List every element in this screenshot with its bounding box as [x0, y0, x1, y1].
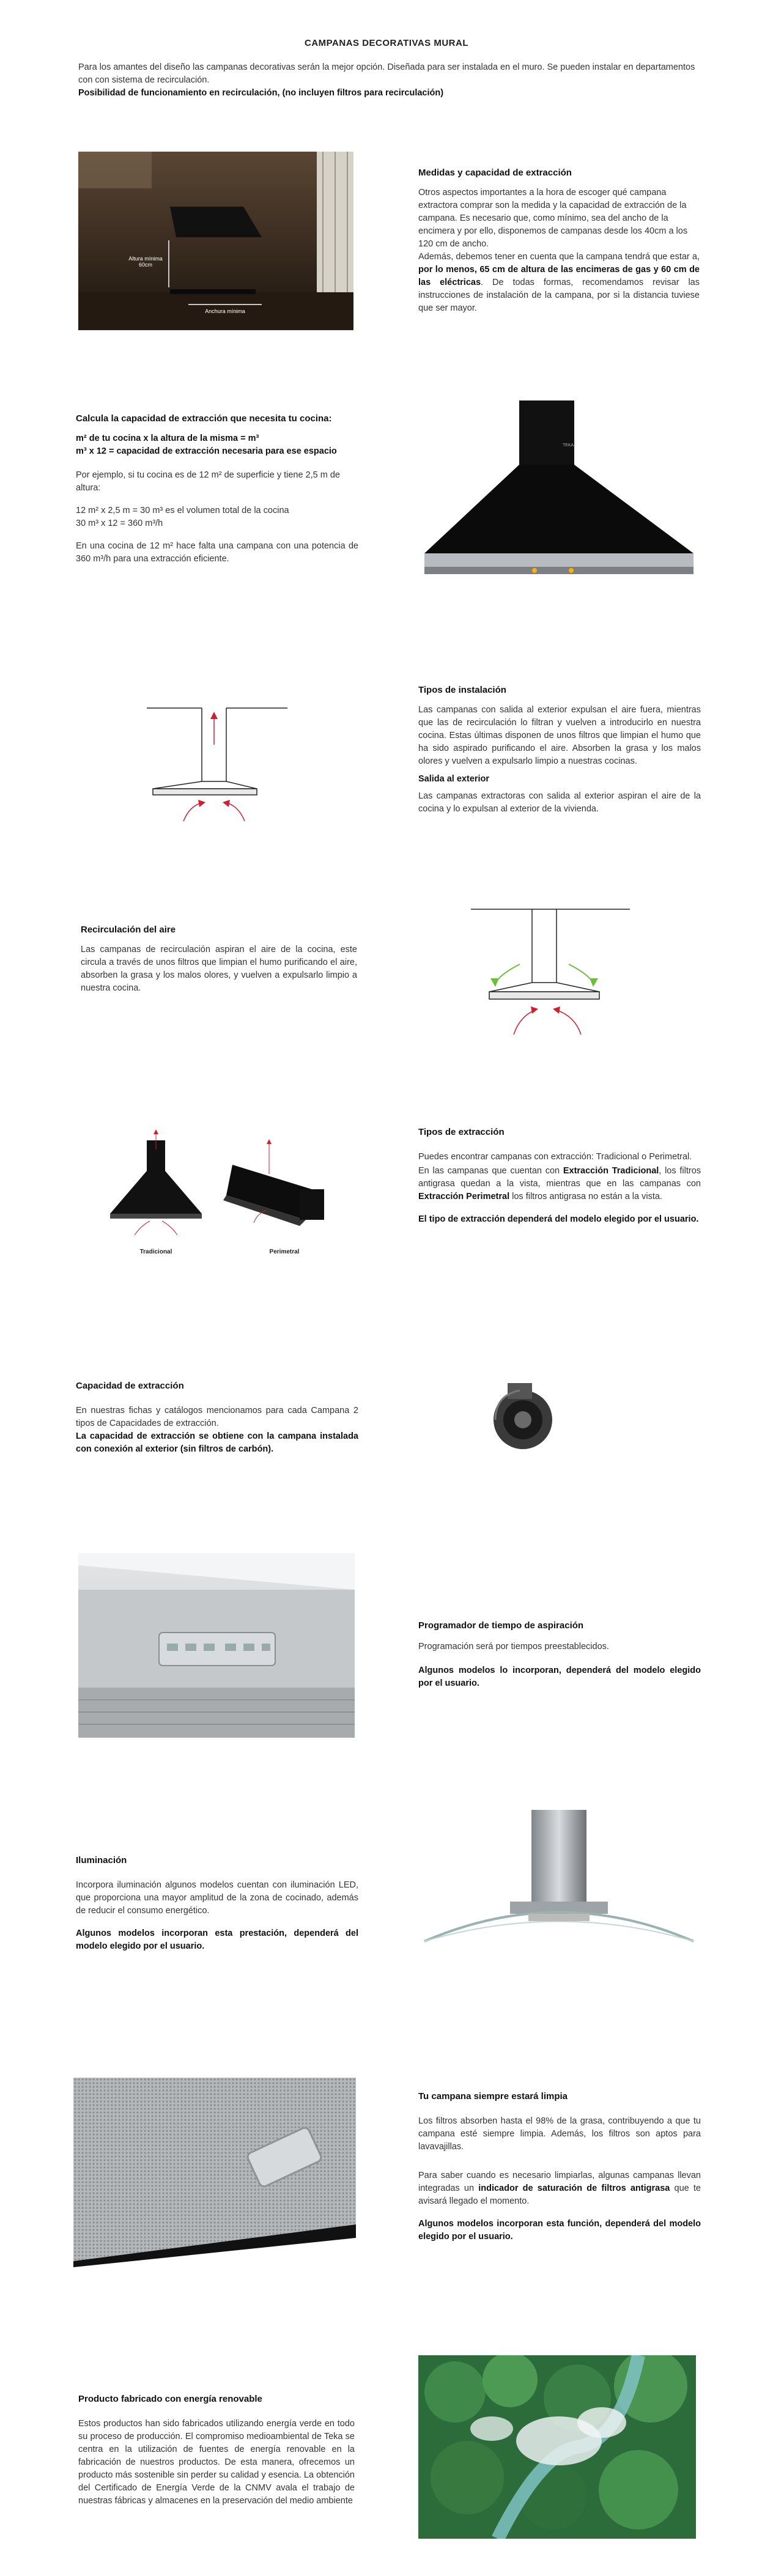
section-programador	[418, 1620, 701, 1695]
section-capacidad	[76, 1381, 358, 1461]
formula-1: m² de tu cocina x la altura de la misma = m³	[76, 434, 259, 443]
section-title: Tipos de instalación	[418, 685, 506, 695]
subsection-title: Salida al exterior	[418, 774, 490, 784]
traditional-caption: Tradicional	[139, 1249, 172, 1255]
paragraph: Para saber cuando es necesario limpiarlas, algunas campanas llevan integradas un indicador de saturación de filtros antigrasa que te avisará llegado el momento.	[418, 2171, 701, 2207]
section-iluminacion	[76, 1855, 358, 1958]
grease-filter-photo	[73, 2078, 356, 2267]
paragraph: Algunos modelos lo incorporan, dependerá del modelo elegido por el usuario.	[418, 1666, 701, 1689]
section-energia	[78, 2394, 355, 2512]
paragraph: 12 m² x 2,5 m = 30 m³ es el volumen total de la cocina	[76, 506, 289, 516]
intro-bold-text: Posibilidad de funcionamiento en recirculación, (no incluyen filtros para recirculación)	[78, 88, 444, 98]
paragraph: Puedes encontrar campanas con extracción: Tradicional o Perimetral.	[418, 1152, 692, 1162]
section-calcula	[76, 413, 358, 570]
paragraph: La capacidad de extracción se obtiene con la campana instalada con conexión al exterior (sin filtros de carbón).	[76, 1431, 358, 1455]
recirculation-diagram	[459, 906, 642, 1059]
kitchen-hood-photo	[78, 152, 353, 330]
section-title: Medidas y capacidad de extracción	[418, 168, 572, 178]
paragraph: 30 m³ x 12 = 360 m³/h	[76, 519, 163, 529]
section-recirculacion	[81, 924, 357, 1000]
paragraph: En una cocina de 12 m² hace falta una campana con una potencia de 360 m³/h para una extracción eficiente.	[76, 541, 358, 564]
section-title: Producto fabricado con energía renovable	[78, 2394, 262, 2404]
paragraph: Incorpora iluminación algunos modelos cuentan con iluminación LED, que proporciona una mayor amplitud de la zona de cocinado, además de reducir el consumo energético.	[76, 1880, 358, 1916]
page-title: CAMPANAS DECORATIVAS MURAL	[305, 38, 468, 48]
section-title: Tipos de extracción	[418, 1127, 505, 1137]
paragraph: Además, debemos tener en cuenta que la campana tendrá que estar a, por lo menos, 65 cm de altura de las encimeras de gas y 60 cm de las eléctricas. De todas formas, recomendamos revisar las instrucciones de instalación de la campana, por si la distancia tuviese que ser mayor.	[418, 252, 700, 314]
paragraph: Algunos modelos incorporan esta función, dependerá del modelo elegido por el usuario.	[418, 2219, 701, 2242]
paragraph: Otros aspectos importantes a la hora de escoger qué campana extractora comprar son la medida y la capacidad de extracción de la campana. Es necesario que, como mínimo, sea del ancho de la encimera y por ello, disponemos de campanas desde los 40cm a los 120 cm de ancho.	[418, 188, 688, 249]
section-title: Programador de tiempo de aspiración	[418, 1620, 584, 1631]
section-title: Tu campana siempre estará limpia	[418, 2091, 568, 2102]
paragraph: En nuestras fichas y catálogos mencionamos para cada Campana 2 tipos de Capacidades de extracción.	[76, 1406, 358, 1429]
motor-fan-image	[483, 1377, 563, 1456]
intro-text: Para los amantes del diseño las campanas decorativas serán la mejor opción. Diseñada para ser instalada en el muro. Se pueden instalar en departamentos con con sistema de recirculación.	[78, 62, 695, 86]
exterior-extraction-diagram	[147, 702, 294, 843]
paragraph: Programación será por tiempos preestablecidos.	[418, 1642, 609, 1652]
perimetral-caption: Perimetral	[269, 1249, 300, 1255]
section-title: Iluminación	[76, 1855, 127, 1866]
section-title: Calcula la capacidad de extracción que necesita tu cocina:	[76, 413, 332, 424]
black-pyramid-hood-image	[418, 400, 700, 593]
paragraph: Por ejemplo, si tu cocina es de 12 m² de superficie y tiene 2,5 m de altura:	[76, 470, 340, 493]
forest-aerial-photo	[418, 2355, 696, 2539]
paragraph: Estos productos han sido fabricados utilizando energía verde en todo su proceso de producción. El compromiso medioambiental de Teka se centra en la utilización de fuentes de energía renovable en la fabricación de nuestros productos. De esta manera, ofrecemos un producto más sostenible sin perder su calidad y esencia. La obtención del Certificado de Energía Verde de la CNMV avala el trabajo de nuestras fábricas y almacenes en la preservación del medio ambiente	[78, 2419, 355, 2506]
section-limpieza	[418, 2091, 701, 2248]
intro-block	[78, 61, 696, 100]
section-title: Recirculación del aire	[81, 924, 176, 935]
paragraph: El tipo de extracción dependerá del modelo elegido por el usuario.	[418, 1214, 699, 1225]
section-title: Capacidad de extracción	[76, 1381, 184, 1391]
paragraph: En las campanas que cuentan con Extracción Tradicional, los filtros antigrasa quedan a la vista, mientras que en las campanas con Extracción Perimetral los filtros antigrasa no están a la vista.	[418, 1166, 701, 1202]
control-panel-photo	[78, 1553, 355, 1738]
width-label: Anchura mínima	[205, 308, 245, 314]
paragraph: Las campanas de recirculación aspiran el aire de la cocina, este circula a través de unos filtros que limpian el humo purificando el aire, absorben la grasa y los malos olores, y vuelven a expulsarlo limpio a nuestra cocina.	[81, 945, 357, 994]
extraction-types-image	[104, 1128, 361, 1269]
glass-hood-image	[418, 1810, 700, 1975]
section-tipos-extraccion	[418, 1127, 701, 1231]
formula-2: m³ x 12 = capacidad de extracción necesaria para ese espacio	[76, 446, 337, 457]
paragraph: Algunos modelos incorporan esta prestación, dependerá del modelo elegido por el usuario.	[76, 1928, 358, 1952]
section-tipos-instalacion	[418, 685, 701, 821]
brand-label: TEKA	[563, 443, 574, 448]
section-medidas	[418, 168, 700, 320]
paragraph: Las campanas con salida al exterior expulsan el aire fuera, mientras que las de recirculación lo filtran y vuelven a introducirlo en nuestra cocina. Estas últimas disponen de unos filtros que limpian el humo que ha sido aspirado purificando el aire. Absorben la grasa y los malos olores y vuelven a expulsarlo limpio a nuestras cocinas.	[418, 705, 701, 767]
height-label: Altura mínima 60cm	[128, 256, 163, 268]
paragraph: Las campanas extractoras con salida al exterior aspiran el aire de la cocina y lo expulsan al exterior de la vivienda.	[418, 791, 701, 814]
paragraph: Los filtros absorben hasta el 98% de la grasa, contribuyendo a que tu campana esté siempre limpia. Además, los filtros son aptos para lavavajillas.	[418, 2116, 701, 2152]
